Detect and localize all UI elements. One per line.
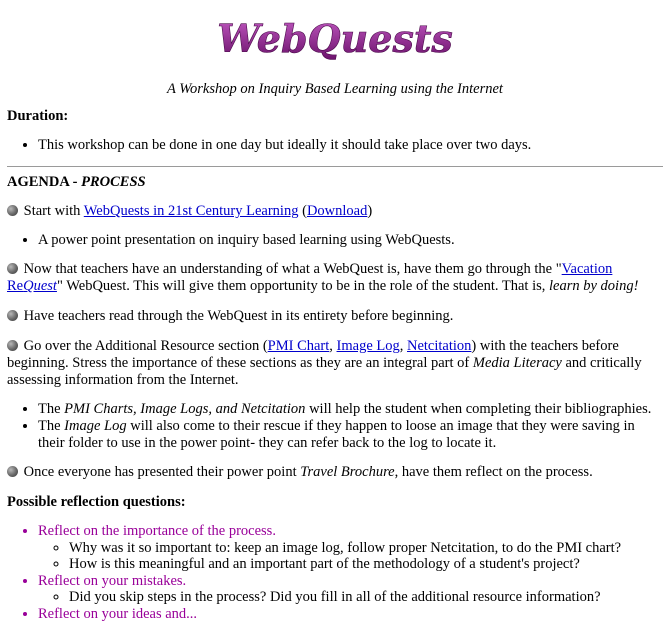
bullet-ball-icon bbox=[7, 310, 18, 321]
bullet-ball-icon bbox=[7, 340, 18, 351]
step4-text-before: Go over the Additional Resource section ( bbox=[24, 338, 268, 354]
step1-sub-item: • A power point presentation on inquiry based learning using WebQuests. bbox=[38, 232, 663, 249]
step2-text-before: Now that teachers have an understanding of what a WebQuest is, have them go through the " bbox=[24, 261, 562, 277]
link-vacation-request-part2: Quest bbox=[23, 278, 57, 294]
bullet-ball-icon bbox=[7, 466, 18, 477]
step5-text-after: , have them reflect on the process. bbox=[395, 464, 593, 480]
reflection-list bbox=[7, 523, 663, 622]
step4-sub2-emph: Image Log bbox=[64, 418, 126, 434]
duration-item: • This workshop can be done in one day but ideally it should take place over two days. bbox=[38, 137, 663, 154]
link-pmi-chart[interactable]: PMI Chart bbox=[268, 338, 330, 354]
step4-sub-item-2 bbox=[38, 418, 663, 452]
step4-sep2: , bbox=[400, 338, 407, 354]
agenda-step-4 bbox=[7, 338, 663, 389]
reflection-question-2 bbox=[38, 573, 663, 606]
link-webquests-21st-century[interactable]: WebQuests in 21st Century Learning bbox=[84, 203, 299, 219]
duration-heading: Duration: bbox=[7, 108, 663, 125]
duration-list bbox=[7, 137, 663, 154]
reflection-q1-sub-1: ◦ Why was it so important to: keep an image log, follow proper Netcitation, to do the PMI chart? bbox=[69, 540, 663, 557]
step1-text: Start with bbox=[24, 203, 84, 219]
reflection-q2-sub-1: ◦ Did you skip steps in the process? Did you fill in all of the additional resource information? bbox=[69, 589, 663, 606]
webquests-logo bbox=[7, 8, 663, 74]
step3-text: Have teachers read through the WebQuest in its entirety before beginning. bbox=[24, 308, 454, 324]
page-subtitle: A Workshop on Inquiry Based Learning using the Internet bbox=[7, 81, 663, 98]
reflection-question-3 bbox=[38, 606, 663, 622]
step1-paren-open: ( bbox=[298, 203, 306, 219]
page bbox=[0, 8, 670, 622]
step4-sublist bbox=[7, 401, 663, 452]
step2-emph: learn by doing! bbox=[549, 278, 638, 294]
agenda-step-1 bbox=[7, 203, 663, 220]
agenda-step-5 bbox=[7, 464, 663, 481]
bullet-ball-icon bbox=[7, 263, 18, 274]
reflection-question-2-text: Reflect on your mistakes. bbox=[38, 573, 186, 589]
step4-sub1-before: The bbox=[38, 401, 64, 417]
agenda-heading-prefix: AGENDA - bbox=[7, 174, 81, 190]
step4-sub1-emph: PMI Charts, Image Logs, and Netcitation bbox=[64, 401, 305, 417]
link-download[interactable]: Download bbox=[307, 203, 367, 219]
step1-sublist bbox=[7, 232, 663, 249]
step4-sep1: , bbox=[329, 338, 336, 354]
agenda-step-2 bbox=[7, 261, 663, 295]
reflection-question-1 bbox=[38, 523, 663, 573]
agenda-step-3 bbox=[7, 308, 663, 325]
bullet-ball-icon bbox=[7, 205, 18, 216]
step2-text-after: " WebQuest. This will give them opportunity to be in the role of the student. That is, bbox=[57, 278, 549, 294]
step1-paren-close: ) bbox=[367, 203, 372, 219]
step4-sub2-before: The bbox=[38, 418, 64, 434]
reflection-q2-sublist bbox=[38, 589, 663, 606]
reflection-q1-sub-2: ◦ How is this meaningful and an important part of the methodology of a student's project? bbox=[69, 556, 663, 573]
step4-sub1-after: will help the student when completing their bibliographies. bbox=[305, 401, 651, 417]
reflection-question-1-text: Reflect on the importance of the process. bbox=[38, 523, 276, 539]
step5-emph: Travel Brochure bbox=[300, 464, 394, 480]
divider bbox=[7, 166, 663, 167]
agenda-heading bbox=[7, 174, 663, 191]
step4-text-mid: ) with the teachers before beginning. Stress the importance of these sections as they are an integral part of bbox=[7, 338, 619, 371]
step4-text-after: and critically assessing information from the Internet. bbox=[7, 355, 642, 388]
link-netcitation[interactable]: Netcitation bbox=[407, 338, 471, 354]
agenda-heading-emph: PROCESS bbox=[81, 174, 145, 190]
logo-text: WebQuests bbox=[217, 16, 453, 61]
reflection-question-3-text: Reflect on your ideas and... bbox=[38, 606, 197, 622]
reflection-q1-sublist bbox=[38, 540, 663, 573]
link-image-log[interactable]: Image Log bbox=[337, 338, 400, 354]
step5-text-before: Once everyone has presented their power point bbox=[24, 464, 301, 480]
step4-sub-item-1 bbox=[38, 401, 663, 418]
link-vacation-request-part1: Vacation Re bbox=[7, 261, 612, 294]
step4-emph: Media Literacy bbox=[473, 355, 562, 371]
step4-sub2-after: will also come to their rescue if they happen to loose an image that they were saving in their folder to use in the power point- they can refer back to the log to locate it. bbox=[38, 418, 635, 451]
webquests-logo-graphic bbox=[250, 8, 420, 74]
reflection-heading: Possible reflection questions: bbox=[7, 494, 663, 511]
